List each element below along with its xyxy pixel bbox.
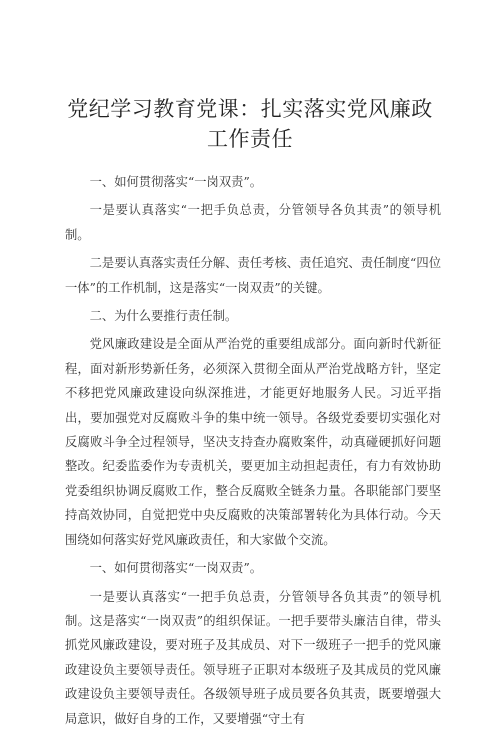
section-heading-2: 二、为什么要推行责任制。 [89,309,238,324]
paragraph: 一是要认真落实“一把手负总责，分管领导各负其责”的领导机制。这是落实“一岗双责”的组织保证。一把手要带头廉洁自律，带头抓党风廉政建设，要对班子及其成员、对下一级班子一把手的党风廉政建设负主要领导责任。领导班子正职对本级班子及其成员的党风廉政建设负主要领导责任。各级领导班子成员要各负其责，既要增强大局意识，做好自身的工作，又要增强“守土有 [65,589,441,726]
document-title: 党纪学习教育党课：扎实落实党风廉政工作责任 [67,97,433,151]
section-heading-3: 一、如何贯彻落实“一岗双责”。 [89,561,263,576]
paragraph: 一是要认真落实“一把手负总责，分管领导各负其责”的领导机制。 [65,203,441,242]
document-body [65,170,441,735]
paragraph: 党风廉政建设是全面从严治党的重要组成部分。面向新时代新征程，面对新形势新任务，必须深入贯彻全面从严治党战略方针，坚定不移把党风廉政建设向纵深推进，才能更好地服务人民。习近平指出，要加强党对反腐败斗争的集中统一领导。各级党委要切实强化对反腐败斗争全过程领导，坚决支持查办腐败案件，动真碰硬抓好问题整改。纪委监委作为专责机关，要更加主动担起责任，有力有效协助党委组织协调反腐败工作，整合反腐败全链条力量。各职能部门要坚持高效协同，自觉把党中央反腐败的决策部署转化为具体行动。今天围绕如何落实好党风廉政责任，和大家做个交流。 [65,337,441,547]
section-heading-1: 一、如何贯彻落实“一岗双责”。 [89,175,263,189]
paragraph: 二是要认真落实责任分解、责任考核、责任追究、责任制度“四位一体”的工作机制，这是落实“一岗双责”的关键。 [65,256,441,295]
